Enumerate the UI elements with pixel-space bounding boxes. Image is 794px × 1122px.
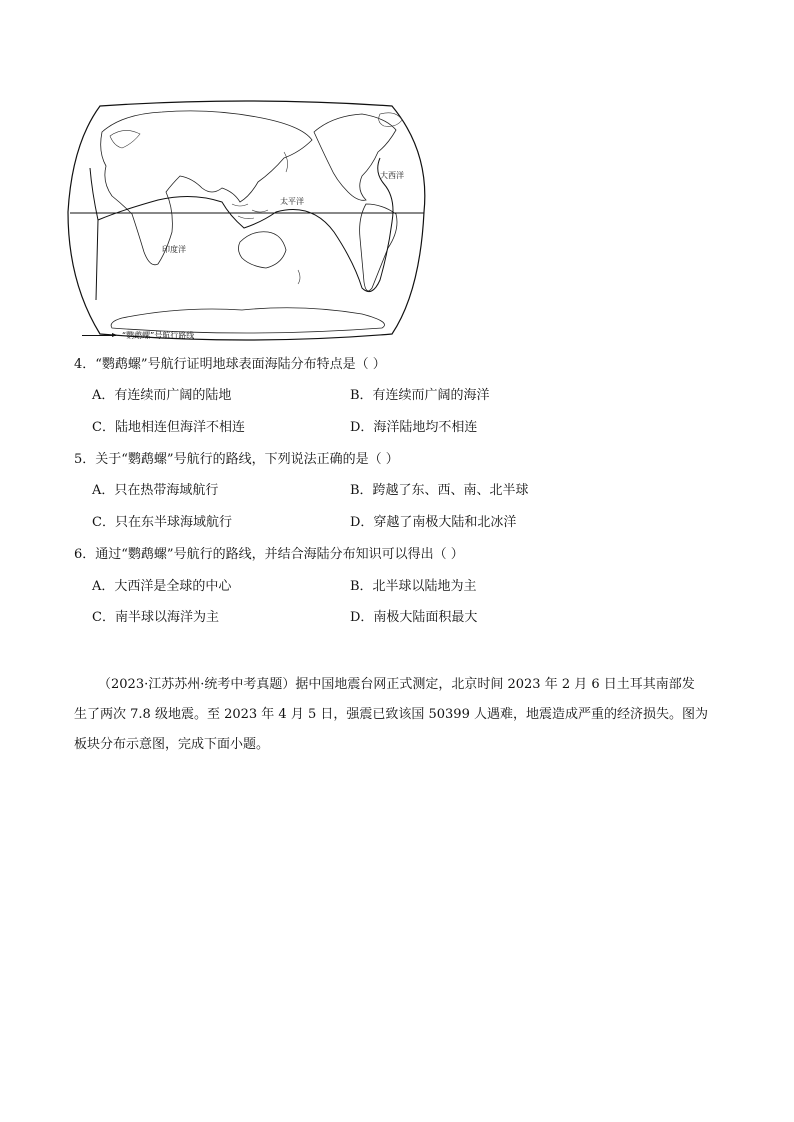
voyage-route [90,158,393,300]
passage-line-1: （2023·江苏苏州·统考中考真题）据中国地震台网正式测定，北京时间 2023 年 2 月 6 日土耳其南部发 [98,677,695,692]
map-legend [82,329,194,341]
question-4-option-a[interactable]: A．有连续而广阔的陆地 [92,388,232,403]
eurasia-africa-landmass [101,111,312,265]
indian-ocean-label: 印度洋 [162,245,186,254]
pacific-ocean-label: 太平洋 [280,197,304,206]
map-outline [68,101,425,340]
question-4-option-c[interactable]: C．陆地相连但海洋不相连 [92,420,245,435]
question-6-option-a[interactable]: A．大西洋是全球的中心 [92,579,232,594]
question-4-option-d[interactable]: D．海洋陆地均不相连 [350,420,478,435]
question-6-option-d[interactable]: D．南极大陆面积最大 [350,610,478,625]
question-6-stem: 6．通过“鹦鹉螺”号航行的路线，并结合海陆分布知识可以得出（ ） [74,547,464,562]
north-america-landmass [314,114,396,200]
route-legend-line [82,335,116,336]
question-4-stem: 4．“鹦鹉螺”号航行证明地球表面海陆分布特点是（ ） [74,357,386,372]
question-5-option-b[interactable]: B．跨越了东、西、南、北半球 [350,483,529,498]
world-map-figure [62,92,430,350]
passage-line-2: 生了两次 7.8 级地震。至 2023 年 4 月 5 日，强震已致该国 50399 人遇难，地震造成严重的经济损失。图为 [74,707,708,722]
australia-landmass [238,232,286,268]
question-5-stem: 5．关于“鹦鹉螺”号航行的路线，下列说法正确的是（ ） [74,452,399,467]
world-map [62,92,430,350]
question-5-option-d[interactable]: D．穿越了南极大陆和北冰洋 [350,515,517,530]
question-4-option-b[interactable]: B．有连续而广阔的海洋 [350,388,490,403]
question-5-option-c[interactable]: C．只在东半球海域航行 [92,515,232,530]
question-6-option-c[interactable]: C．南半球以海洋为主 [92,610,219,625]
question-5-option-a[interactable]: A．只在热带海域航行 [92,483,219,498]
question-6-option-b[interactable]: B．北半球以陆地为主 [350,579,477,594]
legend-label: “鹦鹉螺”号航行路线 [122,330,195,340]
passage-line-3: 板块分布示意图，完成下面小题。 [74,737,270,752]
atlantic-ocean-label: 大西洋 [380,171,404,180]
south-america-landmass [360,204,397,291]
